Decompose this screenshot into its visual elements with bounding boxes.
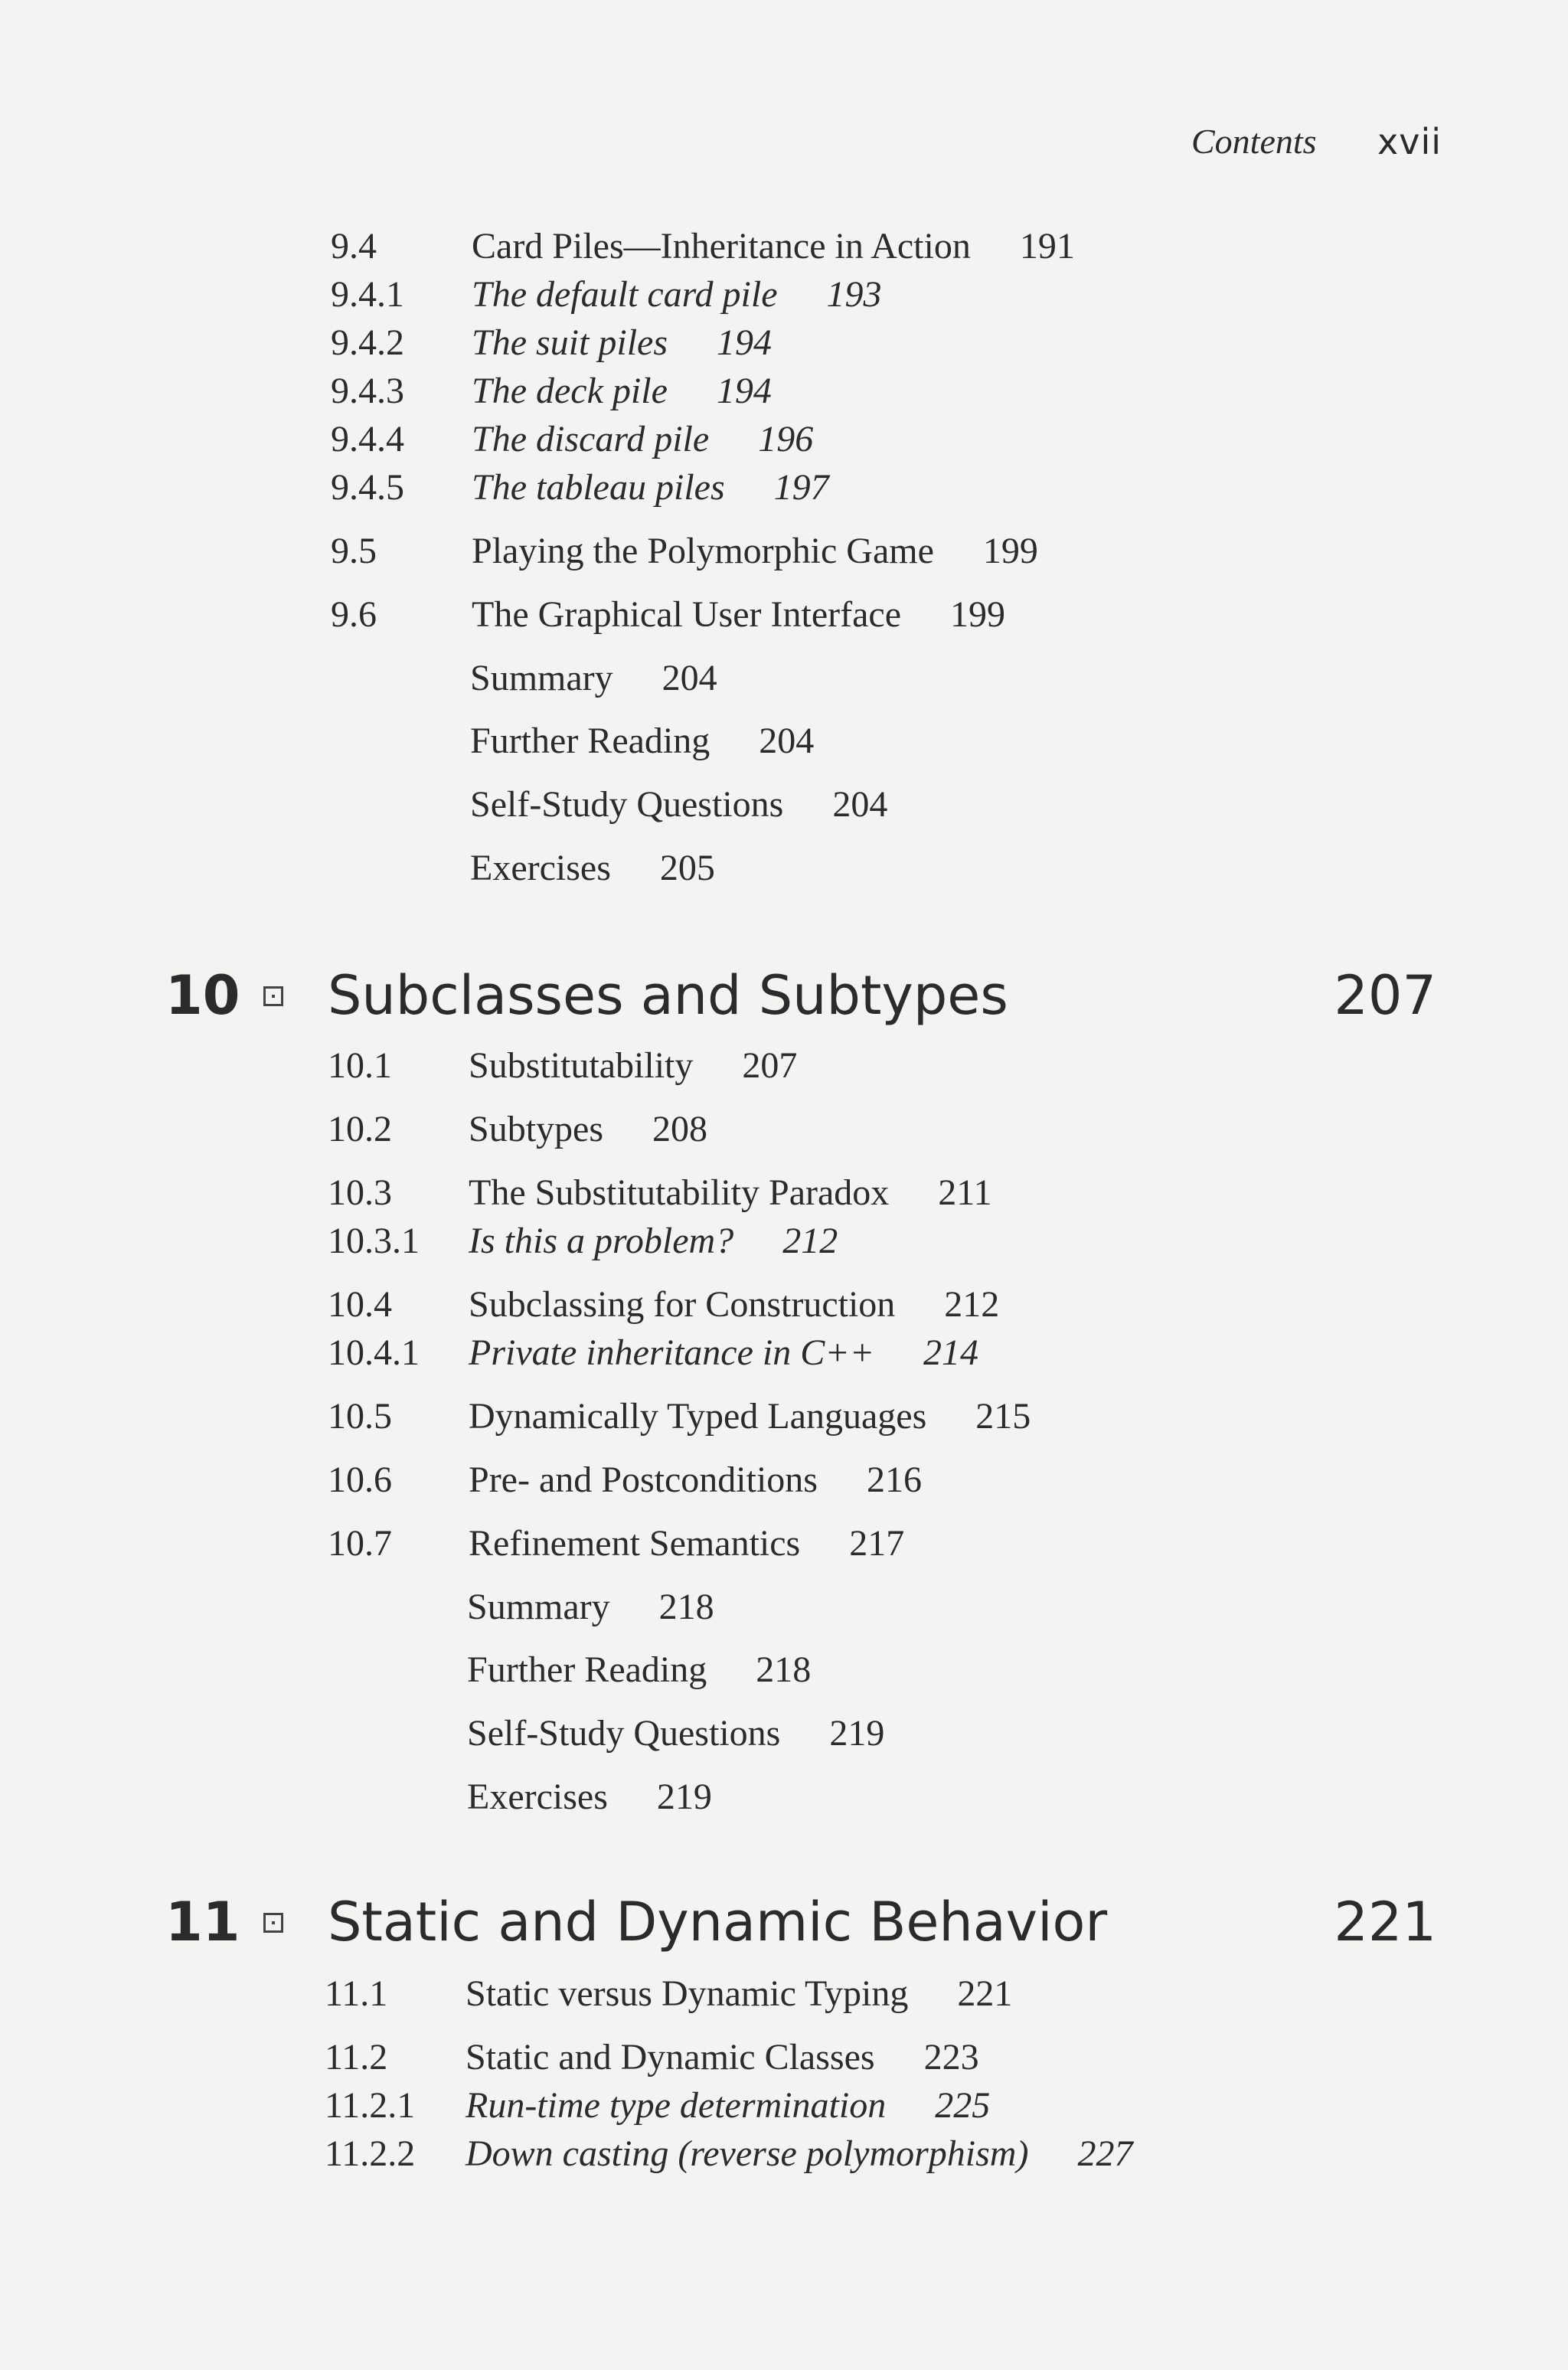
section-number: 9.4.1: [331, 274, 404, 315]
chapter-page-number: 207: [1334, 964, 1436, 1027]
entry-title-wrap: [470, 718, 814, 764]
section-number: 11.2.2: [325, 2133, 416, 2174]
entry-title-wrap: [470, 845, 715, 891]
entry-page-number: 199: [982, 531, 1038, 571]
section-number: 10.3.1: [328, 1221, 420, 1261]
section-title: The suit piles: [472, 322, 668, 363]
entry-title-wrap: [472, 224, 1075, 270]
section-number: 10.3: [328, 1172, 392, 1213]
chapter-heading[interactable]: [165, 1884, 1436, 1960]
chapter-page-number: 221: [1334, 1891, 1436, 1953]
entry-page-number: 225: [935, 2085, 991, 2126]
entry-title-wrap: [469, 1330, 978, 1376]
entry-page-number: 219: [829, 1713, 885, 1754]
entry-page-number: 227: [1077, 2133, 1133, 2174]
section-title: Self-Study Questions: [470, 784, 784, 825]
entry-title-wrap: [472, 272, 882, 318]
entry-page-number: 219: [656, 1777, 712, 1817]
entry-page-number: 212: [782, 1221, 838, 1261]
running-head-section: Contents: [1191, 122, 1317, 161]
entry-page-number: 216: [866, 1460, 922, 1500]
entry-title-wrap: [466, 2083, 990, 2129]
section-number: 11.1: [325, 1973, 388, 2014]
entry-title-wrap: [466, 2131, 1132, 2177]
entry-page-number: 194: [717, 322, 773, 363]
section-title: Exercises: [470, 848, 611, 888]
section-title: The discard pile: [472, 419, 710, 459]
entry-page-number: 211: [938, 1172, 992, 1213]
section-title: Substitutability: [469, 1045, 694, 1086]
section-title: Summary: [467, 1587, 610, 1627]
entry-page-number: 218: [658, 1587, 714, 1627]
entry-page-number: 212: [944, 1284, 1000, 1325]
section-title: Playing the Polymorphic Game: [472, 531, 934, 571]
section-number: 11.2.1: [325, 2085, 416, 2126]
entry-page-number: 197: [773, 467, 829, 508]
section-title: Static and Dynamic Classes: [466, 2037, 875, 2077]
section-title: Exercises: [467, 1777, 608, 1817]
section-title: Further Reading: [467, 1649, 707, 1690]
section-title: The deck pile: [472, 371, 668, 411]
section-title: Static versus Dynamic Typing: [466, 1973, 909, 2014]
entry-title-wrap: [467, 1711, 884, 1757]
entry-page-number: 217: [849, 1523, 905, 1564]
section-title: Card Piles—Inheritance in Action: [472, 226, 971, 266]
chapter-number: 10: [165, 964, 240, 1027]
entry-title-wrap: [466, 1971, 1012, 2017]
section-title: Refinement Semantics: [469, 1523, 801, 1564]
entry-title-wrap: [469, 1107, 707, 1152]
chapter-heading[interactable]: [165, 957, 1436, 1034]
entry-page-number: 221: [957, 1973, 1013, 2014]
entry-page-number: 205: [659, 848, 715, 888]
chapter-title: Static and Dynamic Behavior: [328, 1891, 1108, 1953]
section-number: 9.5: [331, 531, 377, 571]
section-title: Run-time type determination: [466, 2085, 887, 2126]
entry-title-wrap: [467, 1584, 714, 1630]
entry-page-number: 196: [758, 419, 814, 459]
entry-title-wrap: [472, 592, 1005, 638]
section-number: 11.2: [325, 2037, 388, 2077]
chapter-number: 11: [165, 1891, 240, 1953]
section-number: 9.4.5: [331, 467, 404, 508]
running-head-page-number: xvii: [1377, 121, 1442, 162]
entry-page-number: 215: [975, 1396, 1031, 1437]
entry-title-wrap: [469, 1394, 1031, 1440]
entry-title-wrap: [472, 417, 813, 463]
section-number: 9.4.3: [331, 371, 404, 411]
entry-page-number: 199: [950, 594, 1005, 635]
section-number: 10.5: [328, 1396, 392, 1437]
section-number: 10.1: [328, 1045, 392, 1086]
entry-title-wrap: [469, 1457, 922, 1503]
section-title: Further Reading: [470, 721, 710, 761]
section-number: 9.4.4: [331, 419, 404, 459]
entry-page-number: 204: [832, 784, 888, 825]
section-title: Subclassing for Construction: [469, 1284, 896, 1325]
chapter-title: Subclasses and Subtypes: [328, 964, 1008, 1027]
section-title: The default card pile: [472, 274, 778, 315]
entry-title-wrap: [467, 1774, 712, 1820]
section-title: Self-Study Questions: [467, 1713, 781, 1754]
section-title: Summary: [470, 658, 613, 698]
section-number: 10.2: [328, 1109, 392, 1149]
entry-title-wrap: [470, 782, 887, 828]
entry-title-wrap: [472, 320, 772, 366]
entry-title-wrap: [472, 465, 829, 511]
section-title: Pre- and Postconditions: [469, 1460, 818, 1500]
entry-page-number: 204: [662, 658, 717, 698]
entry-title-wrap: [466, 2035, 979, 2081]
section-number: 9.4: [331, 226, 377, 266]
section-title: The tableau piles: [472, 467, 725, 508]
entry-page-number: 191: [1019, 226, 1075, 266]
entry-page-number: 194: [716, 371, 772, 411]
section-title: Private inheritance in C++: [469, 1332, 875, 1373]
section-title: Is this a problem?: [469, 1221, 734, 1261]
entry-title-wrap: [469, 1282, 999, 1328]
entry-title-wrap: [469, 1218, 838, 1264]
entry-title-wrap: [472, 368, 772, 414]
entry-title-wrap: [469, 1170, 992, 1216]
entry-page-number: 207: [742, 1045, 798, 1086]
chapter-box-icon: [263, 1913, 283, 1933]
section-number: 10.6: [328, 1460, 392, 1500]
entry-page-number: 208: [652, 1109, 708, 1149]
section-number: 9.6: [331, 594, 377, 635]
section-title: The Graphical User Interface: [472, 594, 901, 635]
entry-title-wrap: [470, 655, 717, 701]
entry-title-wrap: [469, 1043, 797, 1089]
entry-page-number: 193: [826, 274, 882, 315]
entry-page-number: 204: [759, 721, 815, 761]
section-title: Subtypes: [469, 1109, 604, 1149]
section-number: 9.4.2: [331, 322, 404, 363]
entry-title-wrap: [467, 1647, 811, 1693]
entry-page-number: 214: [923, 1332, 979, 1373]
section-title: Down casting (reverse polymorphism): [466, 2133, 1029, 2174]
section-title: Dynamically Typed Languages: [469, 1396, 927, 1437]
section-number: 10.4: [328, 1284, 392, 1325]
section-number: 10.4.1: [328, 1332, 420, 1373]
section-number: 10.7: [328, 1523, 392, 1564]
entry-title-wrap: [469, 1521, 904, 1567]
section-title: The Substitutability Paradox: [469, 1172, 890, 1213]
entry-page-number: 218: [756, 1649, 812, 1690]
chapter-box-icon: [263, 986, 283, 1006]
entry-title-wrap: [472, 528, 1038, 574]
entry-page-number: 223: [923, 2037, 979, 2077]
